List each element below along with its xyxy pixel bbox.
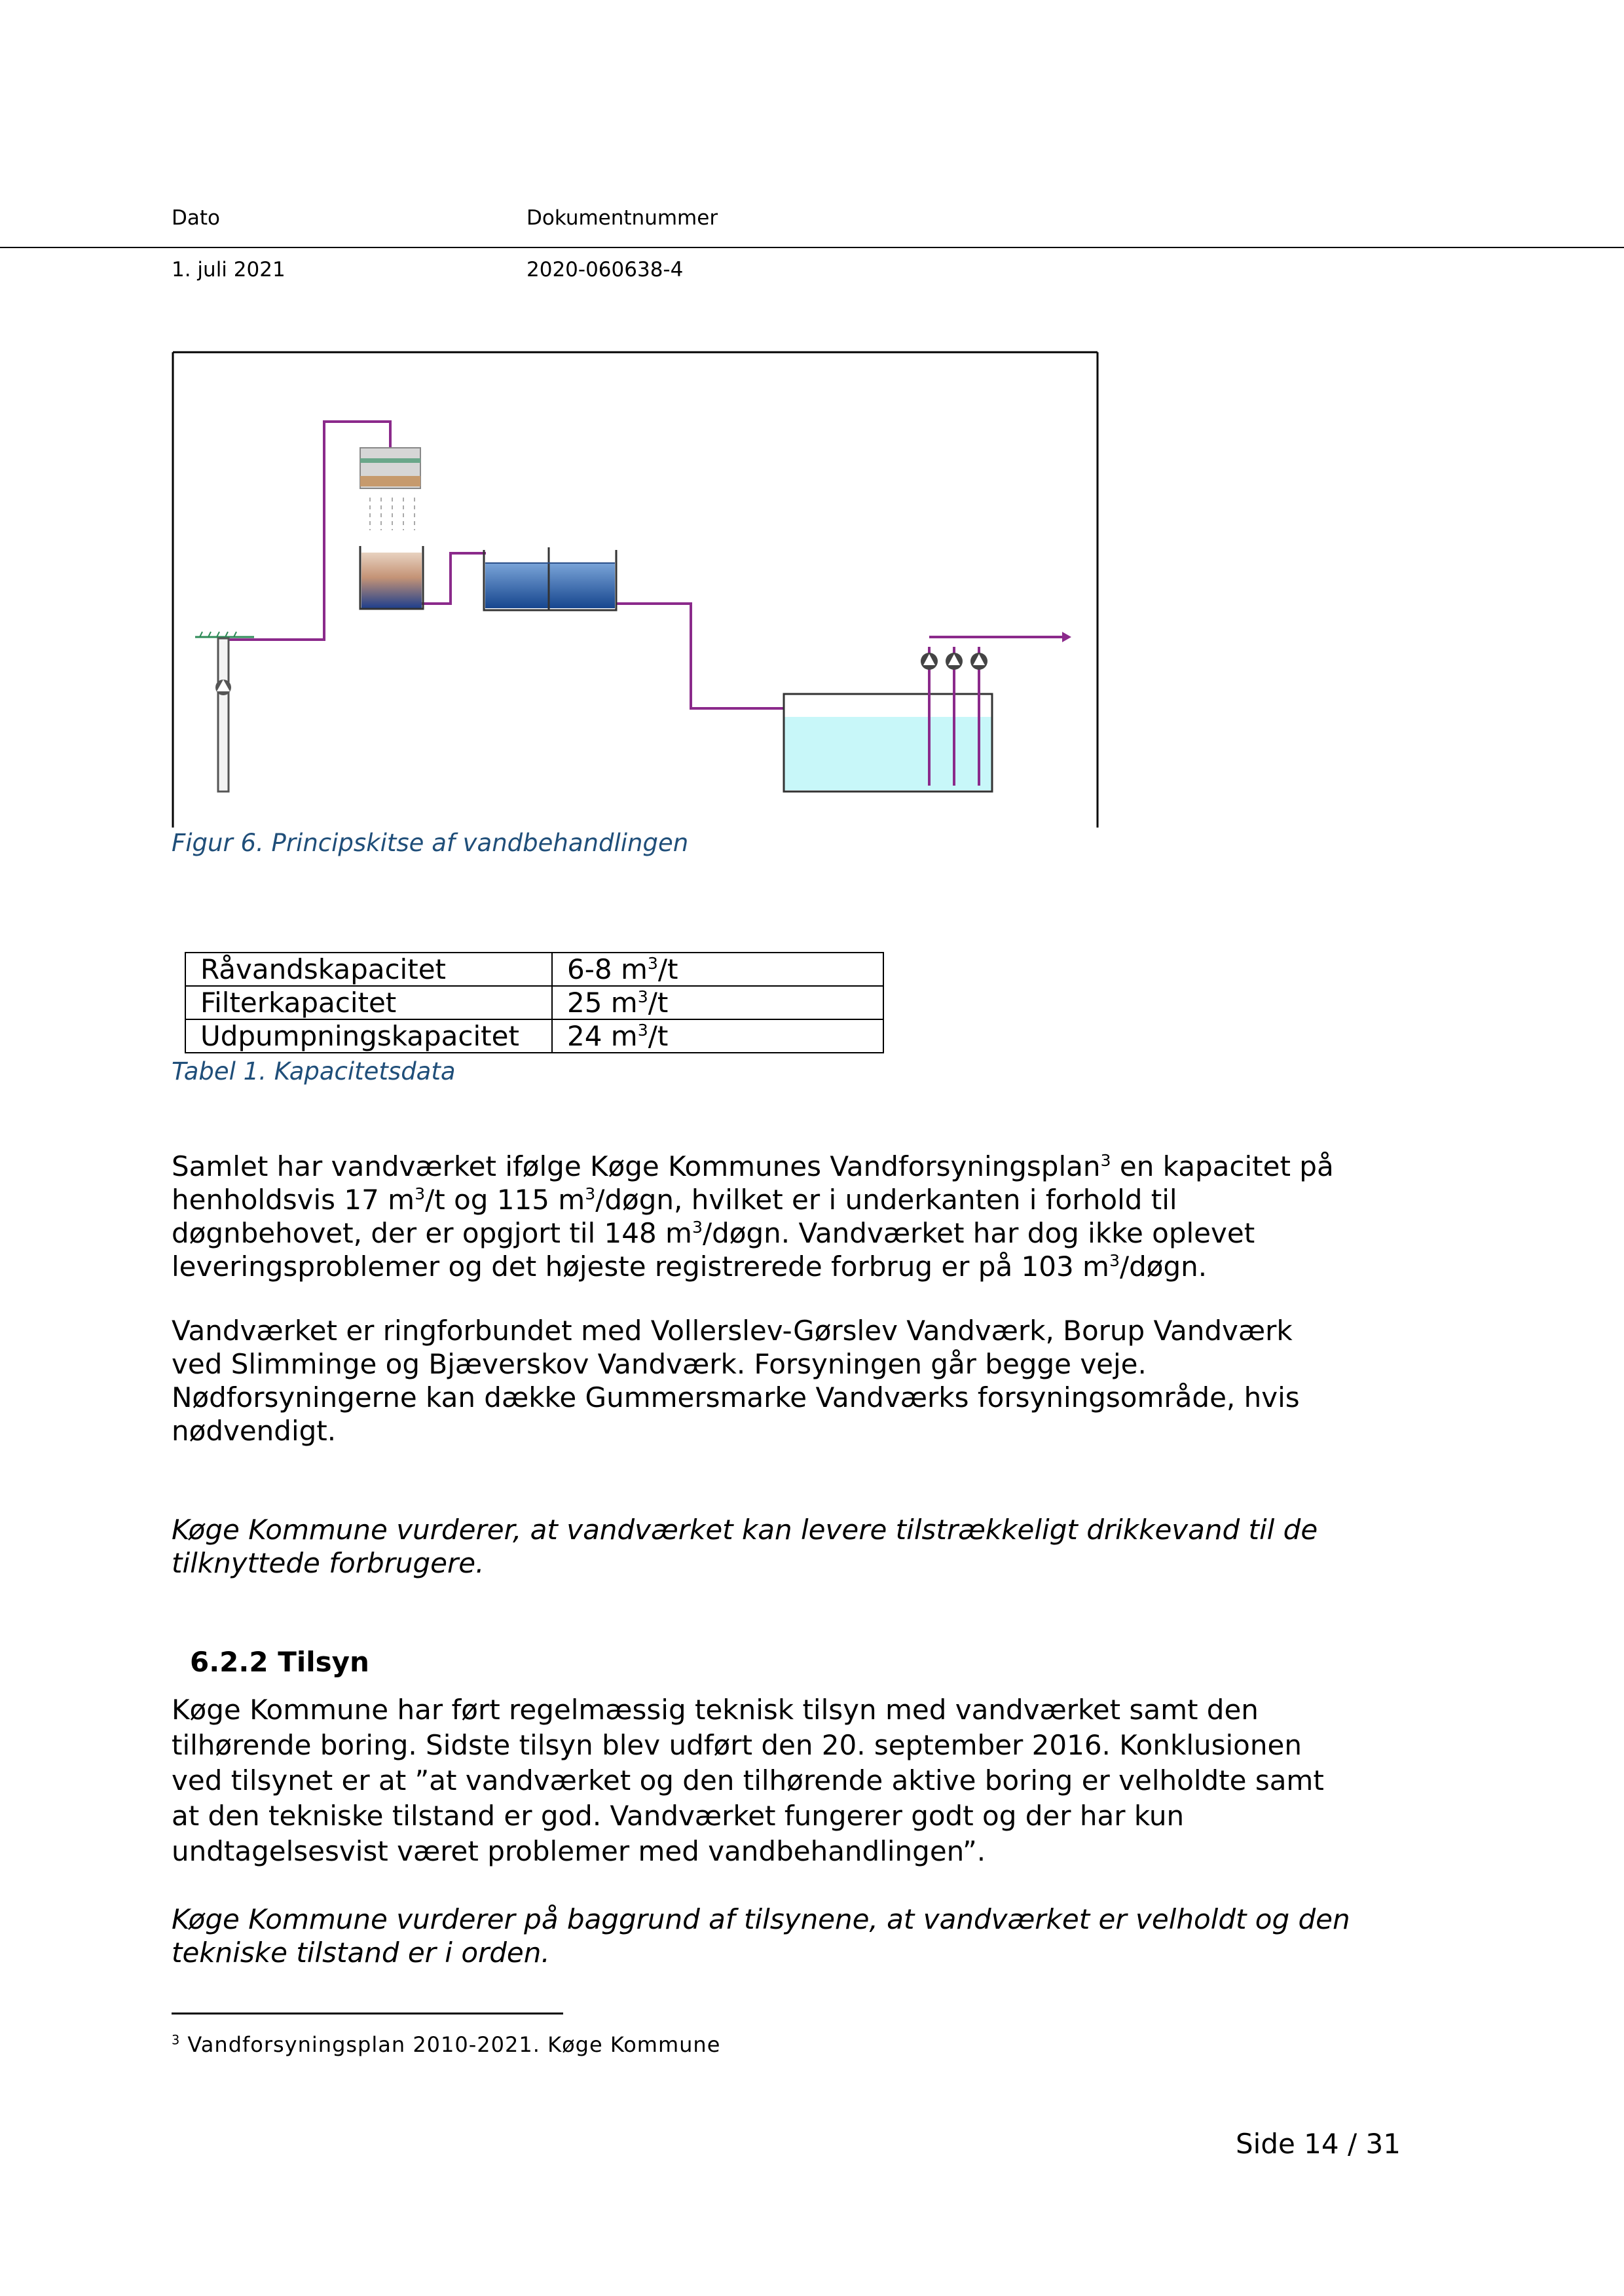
footnote [172, 2032, 720, 2057]
footnote-text: Vandforsyningsplan 2010-2021. Køge Kommune [187, 2032, 721, 2057]
header-docnum-value: 2020-060638-4 [526, 258, 684, 282]
table-cell-label: Filterkapacitet [185, 986, 552, 1019]
filter-tanks [484, 547, 616, 610]
treatment-diagram [172, 351, 1099, 829]
table-caption: Tabel 1. Kapacitetsdata [172, 1057, 456, 1085]
clear-water-reservoir [784, 674, 992, 792]
paragraph-ring-connection: Vandværket er ringforbundet med Vollerslev-Gørslev Vandværk, Borup Vandværk ved Slimminge og Bjæverskov Vandværk. Forsyningen går begge veje. Nødforsyningerne kan dække Gummersmarke Vandværks forsyningsområde, hvis nødvendigt. [172, 1315, 1300, 1447]
table-cell-value: 25 $m^3/t$ [552, 986, 883, 1019]
section-heading: 6.2.2 Tilsyn [190, 1646, 369, 1678]
well-icon [195, 632, 254, 792]
header-date-value: 1. juli 2021 [172, 258, 286, 282]
table-row [185, 1019, 883, 1053]
page-number: Side 14 / 31 [1236, 2128, 1401, 2160]
paragraph-assessment-supply: Køge Kommune vurderer, at vandværket kan levere tilstrækkeligt drikkevand til de tilknyttede forbrugere. [172, 1514, 1318, 1579]
table-row [185, 986, 883, 1019]
paragraph-assessment-condition: Køge Kommune vurderer på baggrund af tilsynene, at vandværket er velholdt og den tekniske tilstand er i orden. [172, 1903, 1350, 1969]
footnote-reference: 3 [1100, 1151, 1111, 1170]
table-cell-value: 24 $m^3/t$ [552, 1019, 883, 1053]
pump-icon [921, 653, 938, 670]
paragraph-capacity: Samlet har vandværket ifølge Køge Kommunes Vandforsyningsplan$^3$ en kapacitet på henholdsvis 17 $m^3/t$ og 115 $m^3$/døgn, hvilket er i underkanten i forhold til døgnbehovet, der er opgjort til 148 $m^3$/døgn. Vandværket har dog ikke oplevet leveringsproblemer og det højeste registrerede forbrug er på 103 $m^3$/døgn. [172, 1150, 1334, 1283]
aerator-icon [360, 448, 420, 530]
capacity-table [185, 952, 884, 1053]
table-row [185, 953, 883, 986]
header-rule [0, 247, 1624, 248]
footnote-number: 3 [172, 2032, 181, 2048]
footnote-rule [172, 2013, 563, 2014]
table-cell-label: Udpumpningskapacitet [185, 1019, 552, 1053]
outlet-arrow-icon [1062, 632, 1071, 642]
figure-caption: Figur 6. Principskitse af vandbehandlingen [172, 829, 689, 857]
table-cell-value: 6-8 $m^3/t$ [552, 953, 883, 986]
table-cell-label: Råvandskapacitet [185, 953, 552, 986]
paragraph-inspection: Køge Kommune har ført regelmæssig teknisk tilsyn med vandværket samt den tilhørende boring. Sidste tilsyn blev udført den 20. september 2016. Konklusionen ved tilsynet er at ”at vandværket og den tilhørende aktive boring er velholdte samt at den tekniske tilstand er god. Vandværket fungerer godt og der har kun undtagelsesvist været problemer med vandbehandlingen”. [172, 1694, 1324, 1867]
header-docnum-label: Dokumentnummer [526, 206, 718, 230]
pump-icon [946, 653, 963, 670]
header-date-label: Dato [172, 206, 220, 230]
pump-icon [970, 653, 987, 670]
reaction-basin [360, 546, 423, 609]
